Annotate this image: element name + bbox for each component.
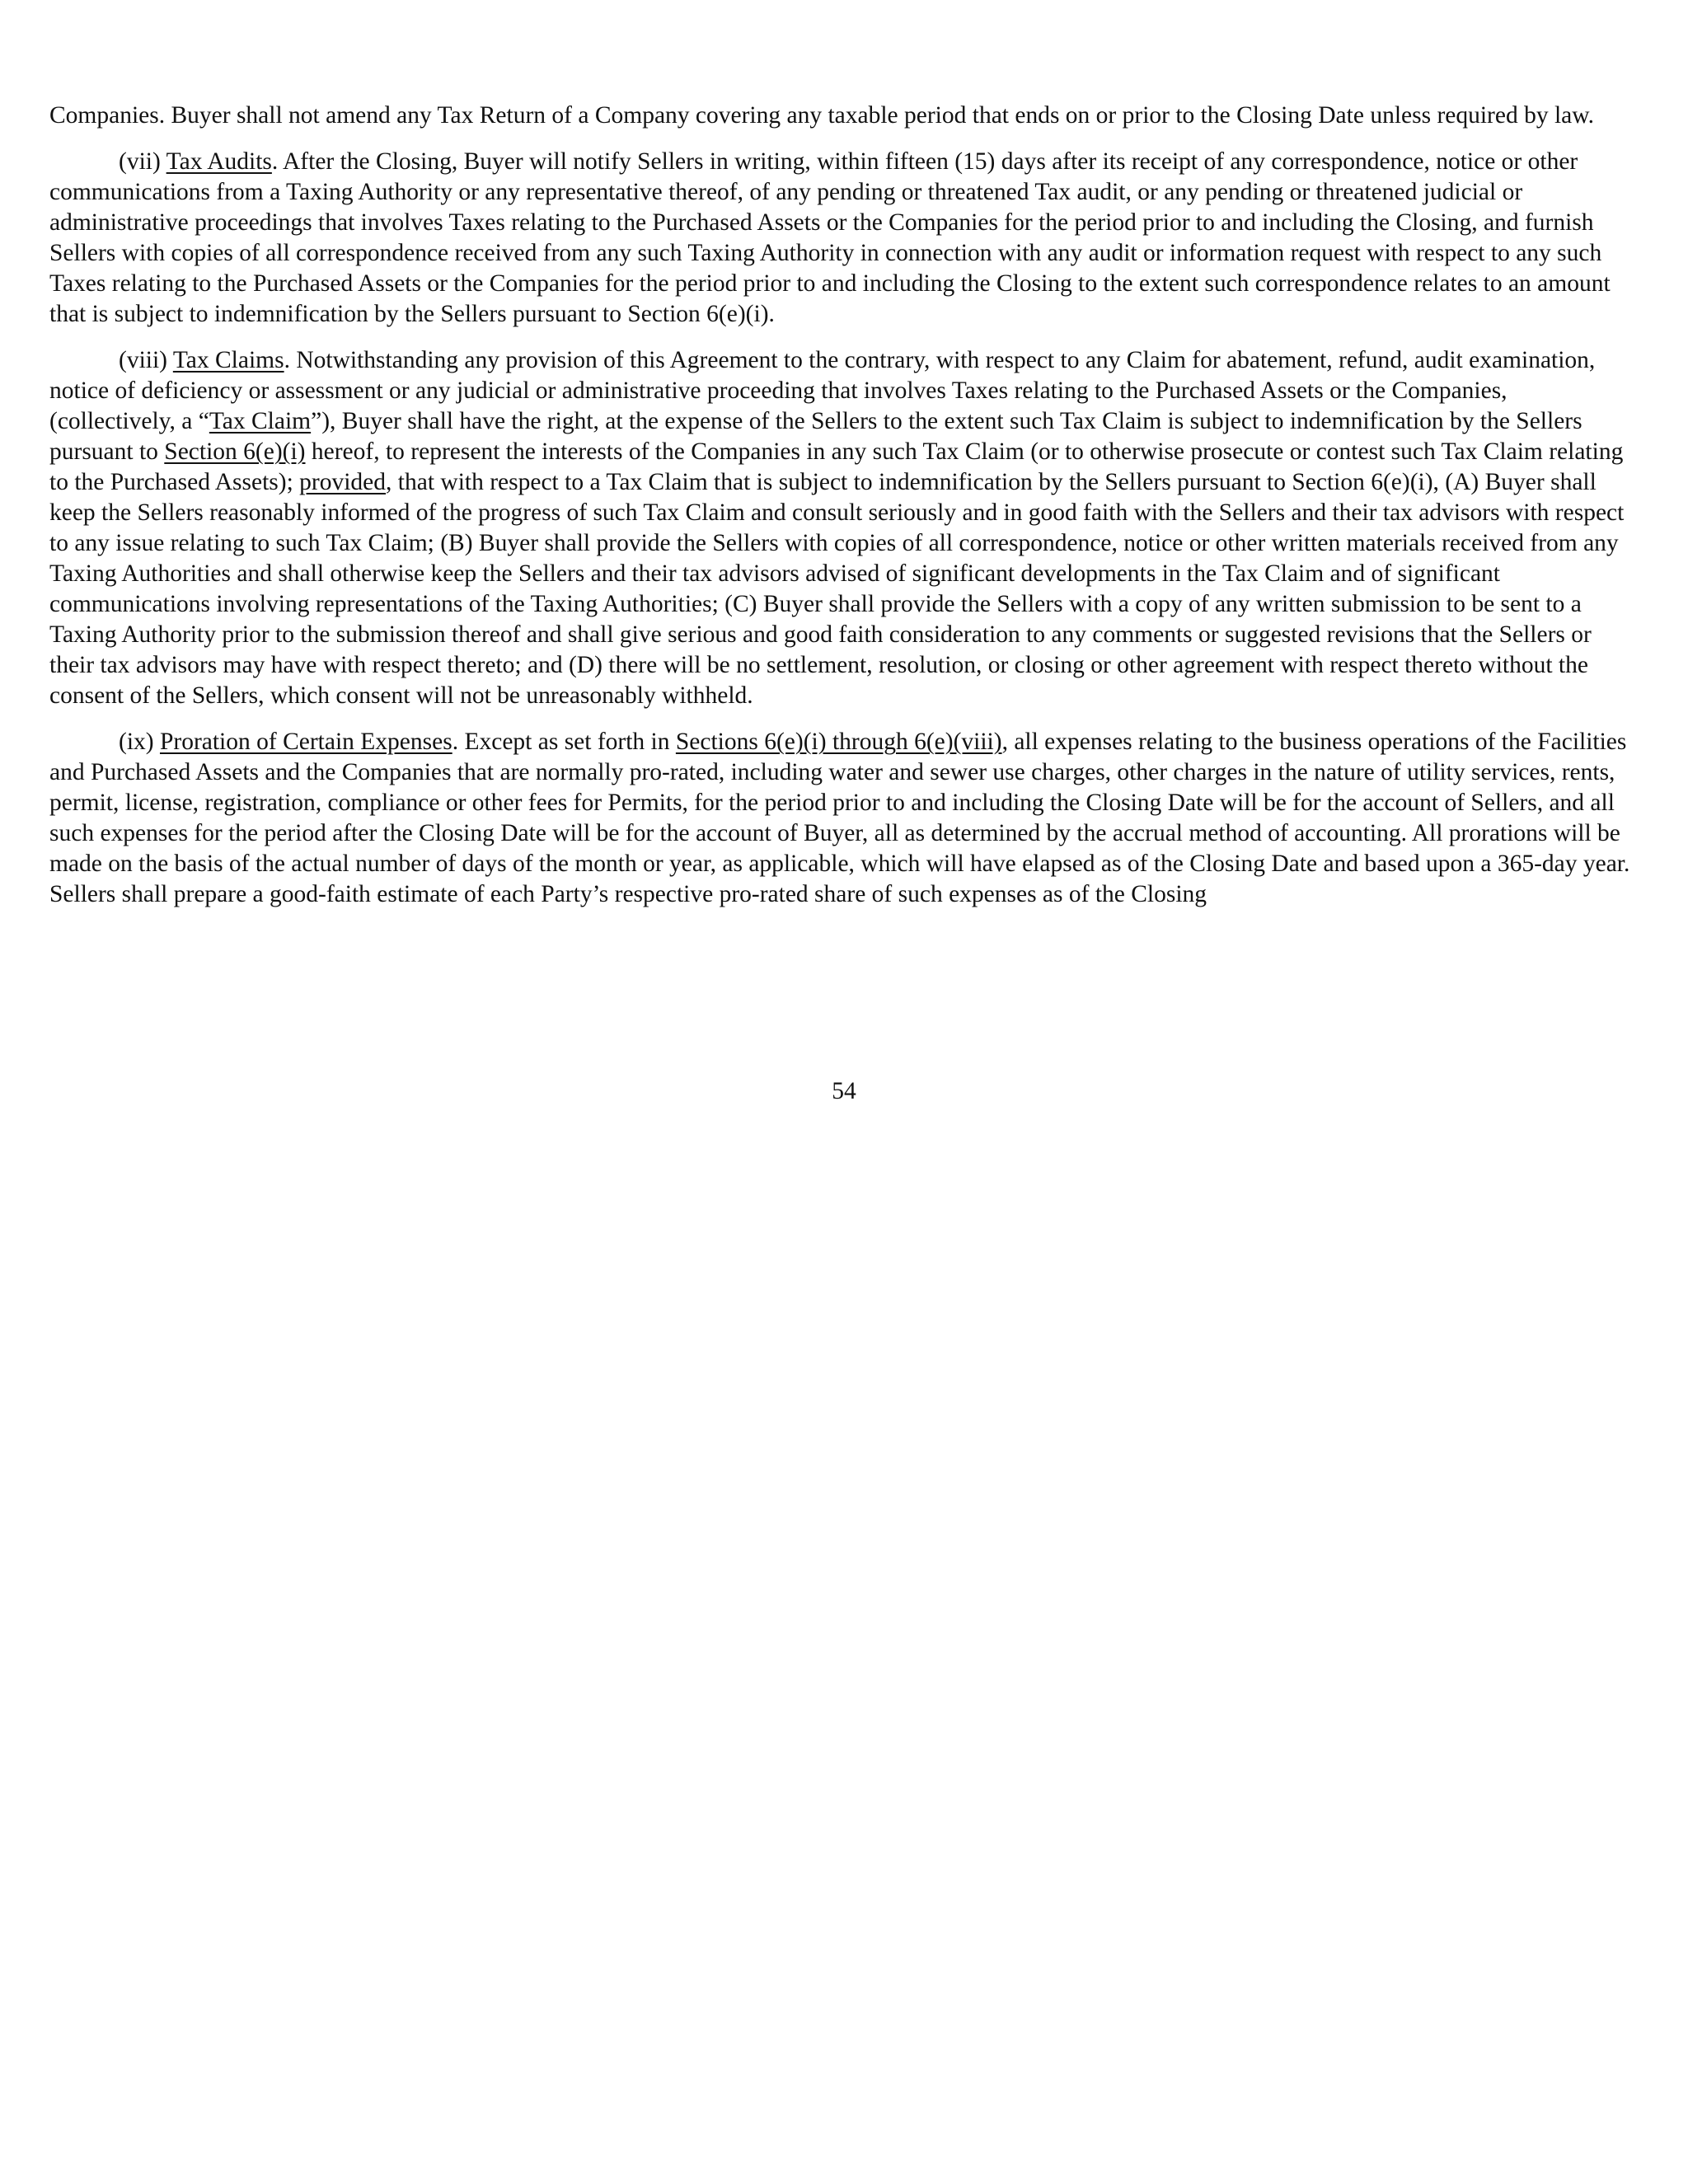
section-reference: Sections 6(e)(i) through 6(e)(viii) bbox=[675, 729, 1002, 755]
paragraph-tax-claims bbox=[49, 345, 1639, 711]
section-number: (vii) bbox=[119, 148, 166, 175]
paragraph-text: . Notwithstanding any provision of this Agreement to the contrary, with respect to any Claim for abatement, refund, audit examination, notice of deficiency or assessment or any judicial or administrative proceeding that involves Taxes relating to the Purchased Assets or the Companies, (collectively, a “ bbox=[49, 347, 1596, 434]
section-heading: Tax Claims bbox=[172, 347, 284, 373]
paragraph-text: Companies. Buyer shall not amend any Tax Return of a Company covering any taxable period that ends on or prior to the Closing Date unless required by law. bbox=[49, 102, 1595, 129]
paragraph-continuation bbox=[49, 101, 1639, 131]
section-heading: Tax Audits bbox=[166, 148, 272, 175]
section-number: (ix) bbox=[119, 729, 160, 755]
section-number: (viii) bbox=[119, 347, 173, 373]
paragraph-text: , all expenses relating to the business operations of the Facilities and Purchased Assets and the Companies that are normally pro-rated, including water and sewer use charges, other charges in the nature of utility services, rents, permit, license, registration, compliance or other fees for Permits, for the period prior to and including the Closing Date will be for the account of Sellers, and all such expenses for the period after the Closing Date will be for the account of Buyer, all as determined by the accrual method of accounting. All prorations will be made on the basis of the actual number of days of the month or year, as applicable, which will have elapsed as of the Closing Date and based upon a 365-day year. Sellers shall prepare a good-faith estimate of each Party’s respective pro-rated share of such expenses as of the Closing bbox=[49, 729, 1630, 907]
paragraph-text: hereof, to represent the interests of the Companies in any such Tax Claim (or to otherwise prosecute or contest such Tax Claim relating to the Purchased Assets); bbox=[49, 438, 1624, 495]
page-number: 54 bbox=[832, 1078, 856, 1104]
defined-term: Tax Claim bbox=[209, 408, 312, 434]
paragraph-proration bbox=[49, 727, 1639, 910]
section-heading: Proration of Certain Expenses bbox=[159, 729, 452, 755]
paragraph-text: ”), Buyer shall have the right, at the expense of the Sellers to the extent such Tax Claim is subject to indemnification by the Sellers pursuant to bbox=[49, 408, 1582, 465]
provided-term: provided bbox=[299, 469, 387, 495]
section-reference: Section 6(e)(i) bbox=[164, 438, 306, 465]
paragraph-text: . Except as set forth in bbox=[452, 729, 676, 755]
paragraph-text: . After the Closing, Buyer will notify Sellers in writing, within fifteen (15) days after its receipt of any correspondence, notice or other communications from a Taxing Authority or any representative thereof, of any pending or threatened Tax audit, or any pending or threatened judicial or administrative proceedings that involves Taxes relating to the Purchased Assets or the Companies for the period prior to and including the Closing, and furnish Sellers with copies of all correspondence received from any such Taxing Authority in connection with any audit or information request with respect to any such Taxes relating to the Purchased Assets or the Companies for the period prior to and including the Closing to the extent such correspondence relates to an amount that is subject to indemnification by the Sellers pursuant to Section 6(e)(i). bbox=[49, 148, 1611, 327]
paragraph-text: , that with respect to a Tax Claim that is subject to indemnification by the Sellers pursuant to Section 6(e)(i), (A) Buyer shall keep the Sellers reasonably informed of the progress of such Tax Claim and consult seriously and in good faith with the Sellers and their tax advisors with respect to any issue relating to such Tax Claim; (B) Buyer shall provide the Sellers with copies of all correspondence, notice or other written materials received from any Taxing Authorities and shall otherwise keep the Sellers and their tax advisors advised of significant developments in the Tax Claim and of significant communications involving representations of the Taxing Authorities; (C) Buyer shall provide the Sellers with a copy of any written submission to be sent to a Taxing Authority prior to the submission thereof and shall give serious and good faith consideration to any comments or suggested revisions that the Sellers or their tax advisors may have with respect thereto; and (D) there will be no settlement, resolution, or closing or other agreement with respect thereto without the consent of the Sellers, which consent will not be unreasonably withheld. bbox=[49, 469, 1625, 709]
paragraph-tax-audits bbox=[49, 147, 1639, 330]
document-body bbox=[49, 101, 1639, 926]
